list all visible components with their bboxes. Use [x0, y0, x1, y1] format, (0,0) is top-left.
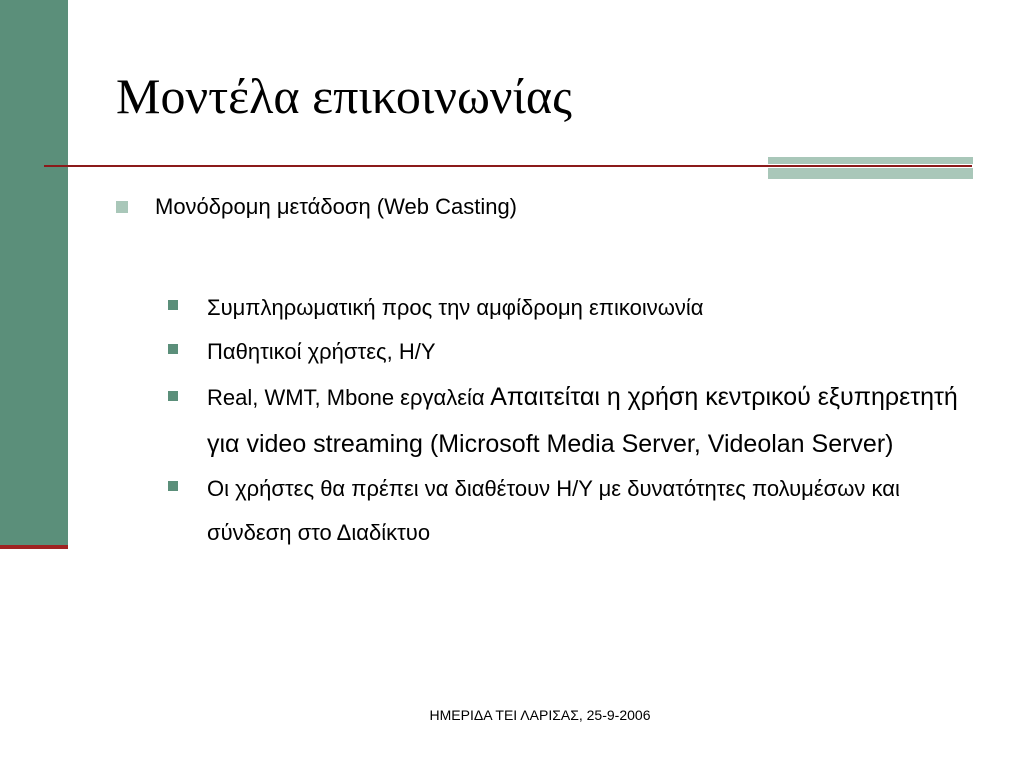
- sub-bullet-item: [168, 374, 968, 467]
- square-bullet-icon: [168, 391, 178, 401]
- accent-bar-top: [768, 157, 973, 164]
- sub-bullet-text: Παθητικοί χρήστες, Η/Υ: [207, 339, 436, 364]
- square-bullet-icon: [168, 481, 178, 491]
- sub-bullet-item: [168, 330, 968, 374]
- square-bullet-icon: [168, 300, 178, 310]
- sub-bullet-item: [168, 286, 968, 330]
- square-bullet-icon: [116, 201, 128, 213]
- sub-bullet-list: [168, 286, 968, 555]
- sub-bullet-text-large: Απαιτείται η χρήση κεντρικού εξυπηρετητή για video streaming (Microsoft Media Server, Videolan Server): [207, 383, 958, 458]
- accent-bar-bottom: [768, 168, 973, 179]
- left-decor-rule: [0, 545, 68, 549]
- bullet-level1-text: Μονόδρομη μετάδοση (Web Casting): [155, 194, 518, 219]
- left-decor-bar: [0, 0, 68, 546]
- square-bullet-icon: [168, 344, 178, 354]
- sub-bullet-item: [168, 467, 968, 555]
- accent-bars: [768, 157, 973, 179]
- slide-title: Μοντέλα επικοινωνίας: [116, 68, 572, 124]
- sub-bullet-text: Οι χρήστες θα πρέπει να διαθέτουν Η/Υ με δυνατότητες πολυμέσων και σύνδεση στο Διαδίκτυο: [207, 476, 900, 545]
- sub-bullet-text: Συμπληρωματική προς την αμφίδρομη επικοινωνία: [207, 295, 704, 320]
- sub-bullet-text-small: Real, WMT, Mbone εργαλεία: [207, 385, 485, 410]
- slide-footer: ΗΜΕΡΙΔΑ ΤΕΙ ΛΑΡΙΣΑΣ, 25-9-2006: [429, 707, 651, 723]
